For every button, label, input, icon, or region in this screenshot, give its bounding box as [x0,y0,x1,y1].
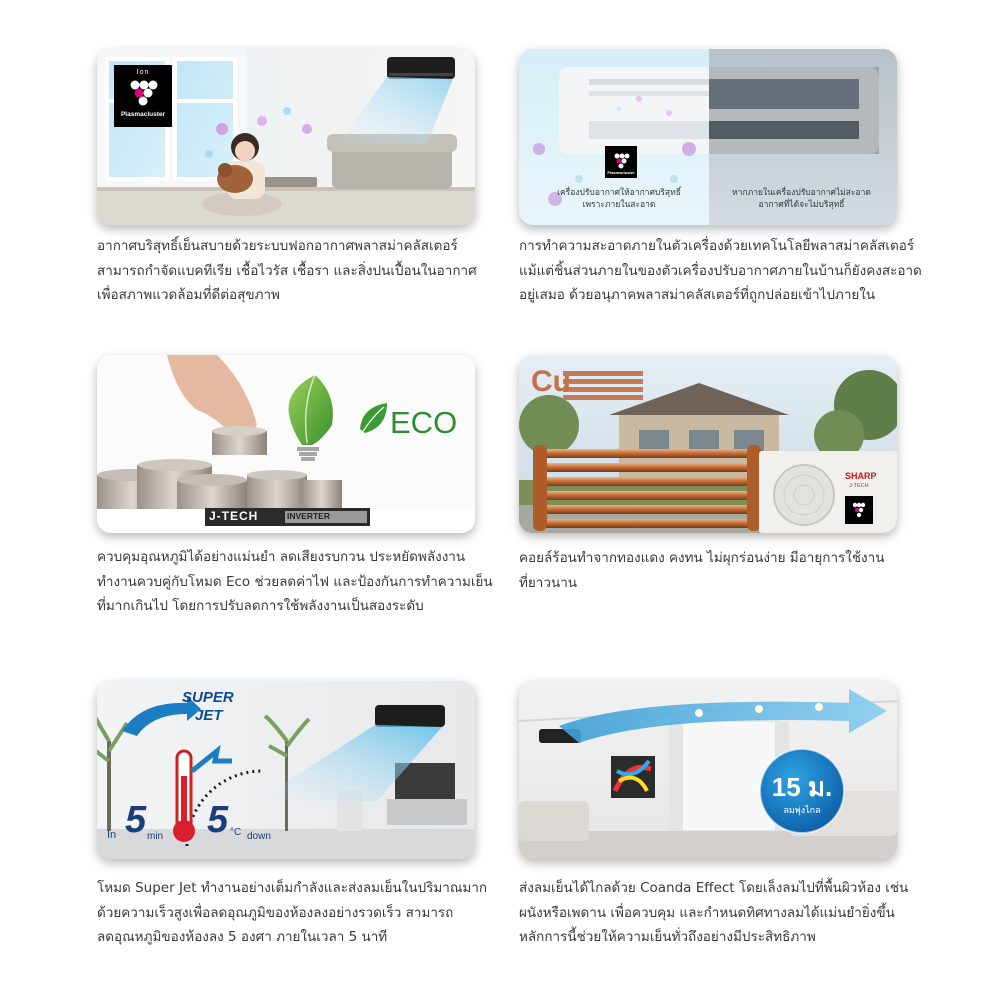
cu-label: Cu [531,365,571,398]
desc-line: ด้วยความเร็วสูงเพื่อลดอุณภูมิของห้องลงอย่างรวดเร็ว สามารถ [97,904,454,921]
plasmacluster-logo [114,65,172,127]
plasmacluster-text: Plasmacluster [120,111,166,118]
desc-line: อยู่เสมอ ด้วยอนุภาคพลาสม่าคลัสเตอร์ที่ถูกปล่อยเข้าไปภายใน [519,287,876,303]
in-label: In [107,829,117,841]
feature-image-copper-coil [519,355,897,533]
feature-image-eco-inverter [97,355,475,533]
grape-cluster-icon [114,76,172,110]
desc-line: การทำความสะอาดภายในตัวเครื่องด้วยเทคโนโลยีพลาสม่าคลัสเตอร์ [519,238,915,254]
ion-text: Ion [136,69,150,76]
desc-line: ลดอุณหภูมิของห้องลง 5 องศา ภายในเวลา 5 นาที [97,929,388,945]
desc-line: ที่มากเกินไป โดยการปรับลดการใช้พลังงานเป็นสองระดับ [97,598,424,614]
jet-label: JET [195,707,223,724]
plasmacluster-text: Plasmacluster [607,170,635,175]
desc-line: ส่งลมเย็นได้ไกลด้วย Coanda Effect โดยเล็งลมไปที่พื้นผิวห้อง เช่น [519,880,909,896]
desc-line: ผนังหรือเพดาน เพื่อควบคุม และกำหนดทิศทางลมได้แม่นยำยิ่งขึ้น [519,904,895,921]
desc-line: ที่ยาวนาน [519,574,578,591]
feature-text-super-jet [97,876,487,950]
caption-clean [539,187,699,211]
desc-line: อากาศบริสุทธิ์เย็นสบายด้วยระบบฟอกอากาศพลาสม่าคลัสเตอร์ [97,238,458,254]
feature-image-super-jet [97,681,475,859]
caption-line: หากภายในเครื่องปรับอากาศไม่สะอาด [732,188,871,198]
feature-image-self-clean [519,49,897,225]
jtech-badge: J-TECH [209,509,259,523]
desc-line: ควบคุมอุณหภูมิได้อย่างแม่นยำ ลดเสียงรบกวน ประหยัดพลังงาน [97,549,466,565]
minutes-number: 5 [125,799,147,841]
desc-line: แม้แต่ชิ้นส่วนภายในของตัวเครื่องปรับอากาศภายในบ้านก็ยังคงสะอาด [519,262,922,279]
caption-dirty [714,187,889,211]
feature-image-coanda-airflow [519,681,897,859]
feature-text-self-clean [519,234,922,308]
feature-text-eco-inverter [97,545,493,619]
desc-line: เพื่อสภาพแวดล้อมที่ดีต่อสุขภาพ [97,287,280,303]
distance-value: 15 ม. [771,772,833,802]
desc-line: ทำงานควบคู่กับโหมด Eco ช่วยลดค่าไฟ และป้องกันการทำความเย็น [97,573,493,590]
degrees-number: 5 [207,799,229,841]
jtech-label: J-TECH [849,483,869,489]
super-label: SUPER [182,689,234,706]
desc-line: สามารถกำจัดแบคทีเรีย เชื้อไวรัส เชื้อรา และสิ่งปนเปื้อนในอากาศ [97,262,477,279]
caption-line: เพราะภายในสะอาด [582,200,656,210]
desc-line: คอยล์ร้อนทำจากทองแดง คงทน ไม่ผุกร่อนง่าย มีอายุการใช้งาน [519,550,885,566]
caption-line: เครื่องปรับอากาศให้อากาศบริสุทธิ์ [557,188,681,198]
inverter-badge: INVERTER [287,511,330,521]
caption-line: อากาศที่ได้จะไม่บริสุทธิ์ [758,200,845,210]
feature-image-plasmacluster-room [97,49,475,225]
degrees-unit: °C [230,827,242,838]
down-label: down [247,831,271,842]
feature-text-copper-coil [519,546,884,595]
minutes-unit: min [147,831,164,842]
desc-line: โหมด Super Jet ทำงานอย่างเต็มกำลังและส่งลมเย็นในปริมาณมาก [97,880,488,896]
feature-text-plasmacluster [97,234,477,308]
sharp-brand: SHARP [845,471,877,481]
distance-caption: ลมพุ่งไกล [783,806,821,816]
feature-text-coanda-airflow [519,876,908,950]
desc-line: หลักการนี้ช่วยให้ความเย็นทั่วถึงอย่างมีประสิทธิภาพ [519,929,816,945]
eco-label: ECO [390,405,458,440]
